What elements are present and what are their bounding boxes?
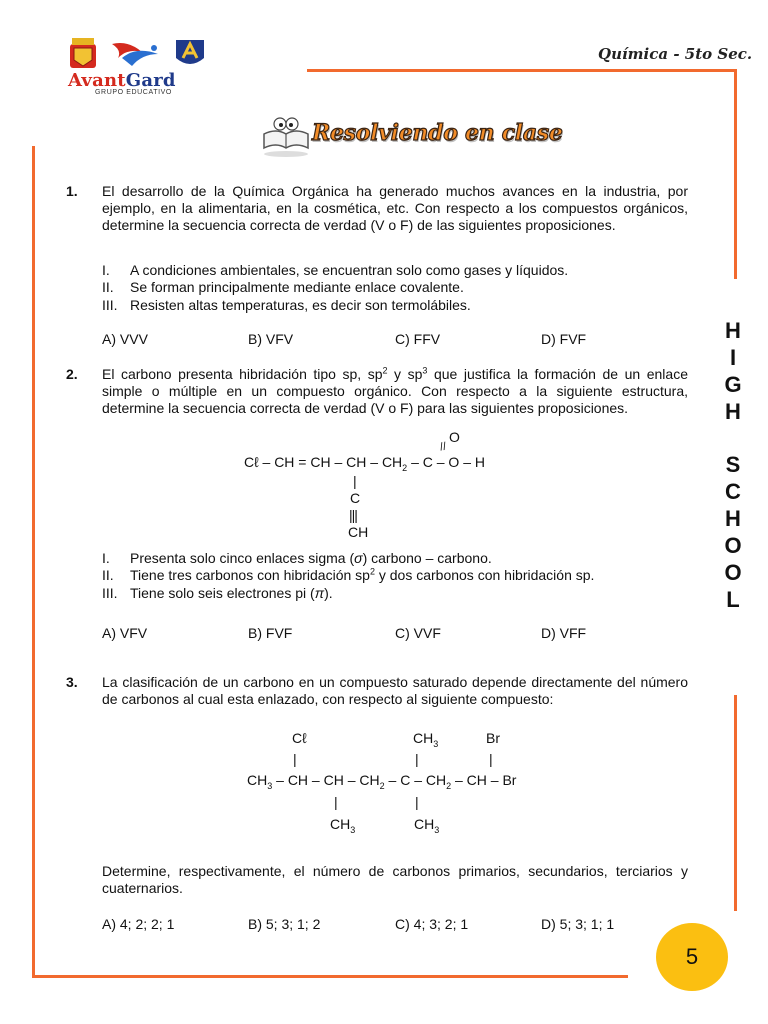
question-3-instruction: Determine, respectivamente, el número de carbonos primarios, secundarios, terciarios y cuaternarios. [102,863,688,896]
q3-top-cl: Cℓ [292,730,307,746]
swoosh-icon [112,43,158,66]
q3-bond-cl: | [293,751,297,767]
frame-right-line-upper [734,69,737,279]
q2-structure-main-chain: Cℓ – CH = CH – CH – $CH_2$ – C – O – H [244,454,485,473]
crest-icon [70,38,96,68]
q2-oxygen: O [449,429,460,445]
option-b: B) VFV [248,331,294,347]
subject-header: Química - 5to Sec. [598,45,753,63]
book-mascot-icon [258,114,314,158]
question-2-number: 2. [66,366,78,382]
question-3-text: La clasificación de un carbono en un compuesto saturado depende directamente del número de carbonos al cual esta enlazado, con respecto al siguiente compuesto: [102,674,688,707]
brand-name: AvantGard [68,70,176,91]
q3-top-ch3: $CH_3$ [413,730,439,749]
shield-a-icon [176,40,204,64]
logo-icons [66,36,216,72]
question-2-text: El carbono presenta hibridación tipo sp, $sp^2$ y $sp^3$ que justifica la formación de un enlace simple o múltiple en un compuesto orgánico. Con respecto a la siguiente estructura, determine la secuencia correcta de verdad (V o F) para las siguientes proposiciones. [102,365,688,416]
option-c: C) FFV [395,331,441,347]
option-c: C) 4; 3; 2; 1 [395,916,469,932]
option-d: D) 5; 3; 1; 1 [541,916,615,932]
option-d: D) FVF [541,331,587,347]
option-b: B) 5; 3; 1; 2 [248,916,321,932]
option-c: C) VVF [395,625,441,641]
question-1-number: 1. [66,183,78,199]
q3-bond-br: | [489,751,493,767]
frame-left-line [32,146,35,978]
q2-ch-terminal: CH [348,524,369,540]
q3-bond-ch3-bottom-a: | [334,794,338,810]
question-1-text: El desarrollo de la Química Orgánica ha generado muchos avances en la industria, por ejemplo, en la alimentaria, en la cosmética, etc. Con respecto a los compuestos orgánicos, determine la secuencia correcta de verdad (V o F) de las siguientes proposiciones. [102,183,688,233]
q3-main-chain: $CH_3$ – CH – CH – $CH_2$ – C – $CH_2$ – CH – Br [247,772,517,791]
option-a: A) VFV [102,625,148,641]
page-number: 5 [656,923,728,991]
q3-bond-ch3-bottom-b: | [415,794,419,810]
frame-bottom-line [32,975,628,978]
q3-bottom-ch3-b: $CH_3$ [414,816,440,835]
q2-triple-bond: ||| [349,507,357,523]
q3-bottom-ch3-a: $CH_3$ [330,816,356,835]
brand-subtitle: GRUPO EDUCATIVO [95,89,172,96]
option-a: A) VVV [102,331,148,347]
side-label-high-school: H I G H S C H O O L [724,318,742,612]
question-3-number: 3. [66,674,78,690]
section-banner: Resolviendo en clase [312,120,563,146]
q2-single-bond: | [353,473,357,489]
q2-double-bond: // [439,440,448,454]
frame-right-line-lower [734,695,737,911]
option-b: B) FVF [248,625,293,641]
q2-carbon: C [350,490,361,506]
frame-top-line [307,69,737,72]
option-d: D) VFF [541,625,587,641]
q3-bond-ch3-top: | [415,751,419,767]
q3-top-br: Br [486,730,500,746]
option-a: A) 4; 2; 2; 1 [102,916,175,932]
